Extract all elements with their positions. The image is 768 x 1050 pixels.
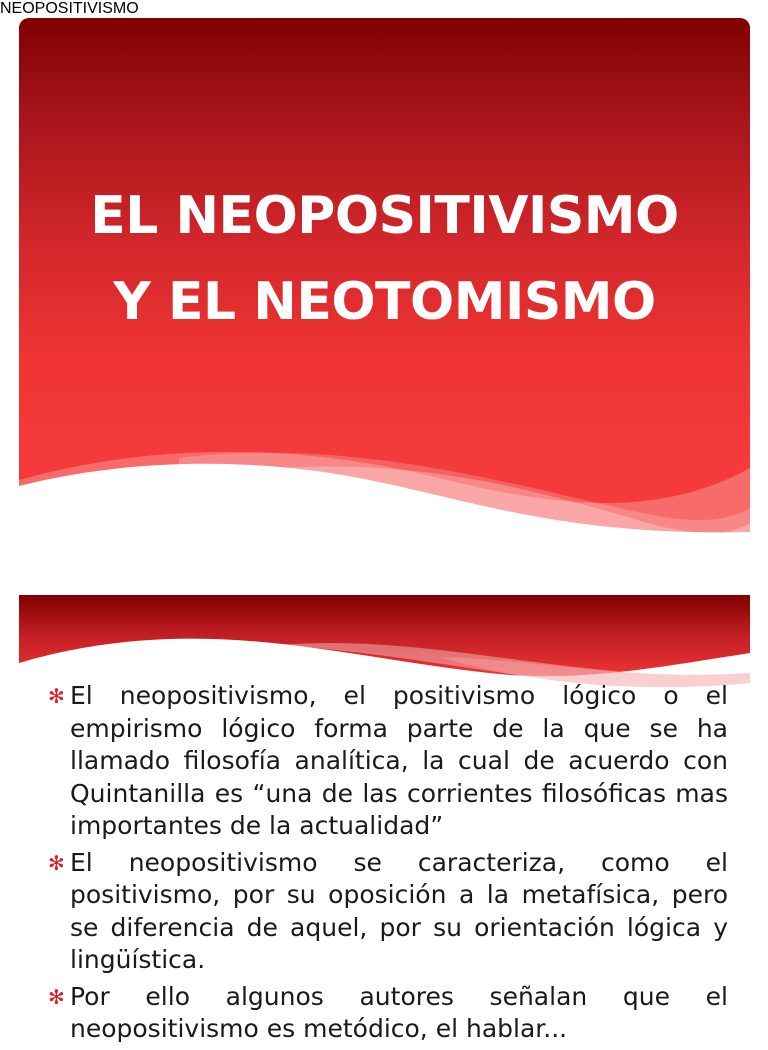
content-slide-heading: NEOPOSITIVISMO [0, 0, 139, 17]
slide-title [19, 173, 750, 345]
bullet-list [48, 680, 728, 1050]
bullet-text: Por ello algunos autores señalan que el neopositivismo es metódico, el hablar... [70, 981, 728, 1043]
asterisk-bullet-icon: ✻ [48, 684, 65, 708]
slide-title-line-1: EL NEOPOSITIVISMO [90, 186, 679, 246]
wave-decoration [19, 438, 750, 538]
bullet-item [48, 981, 728, 1046]
bullet-text: El neopositivismo, el positivismo lógico o el empirismo lógico forma parte de la que se ha llamado filosofía analítica, la cual de acuerdo con Quintanilla es “una de las corrientes filosóficas mas importantes de la actualidad” [70, 681, 728, 840]
bullet-item [48, 680, 728, 843]
asterisk-bullet-icon: ✻ [48, 984, 65, 1009]
slide-title-line-2: Y EL NEOTOMISMO [113, 272, 656, 332]
title-slide [19, 18, 750, 538]
bullet-item [48, 847, 728, 977]
bullet-text: El neopositivismo se caracteriza, como el positivismo, por su oposición a la metafísica, pero se diferencia de aquel, por su orientación lógica y lingüística. [70, 847, 728, 974]
asterisk-bullet-icon: ✻ [48, 850, 65, 875]
